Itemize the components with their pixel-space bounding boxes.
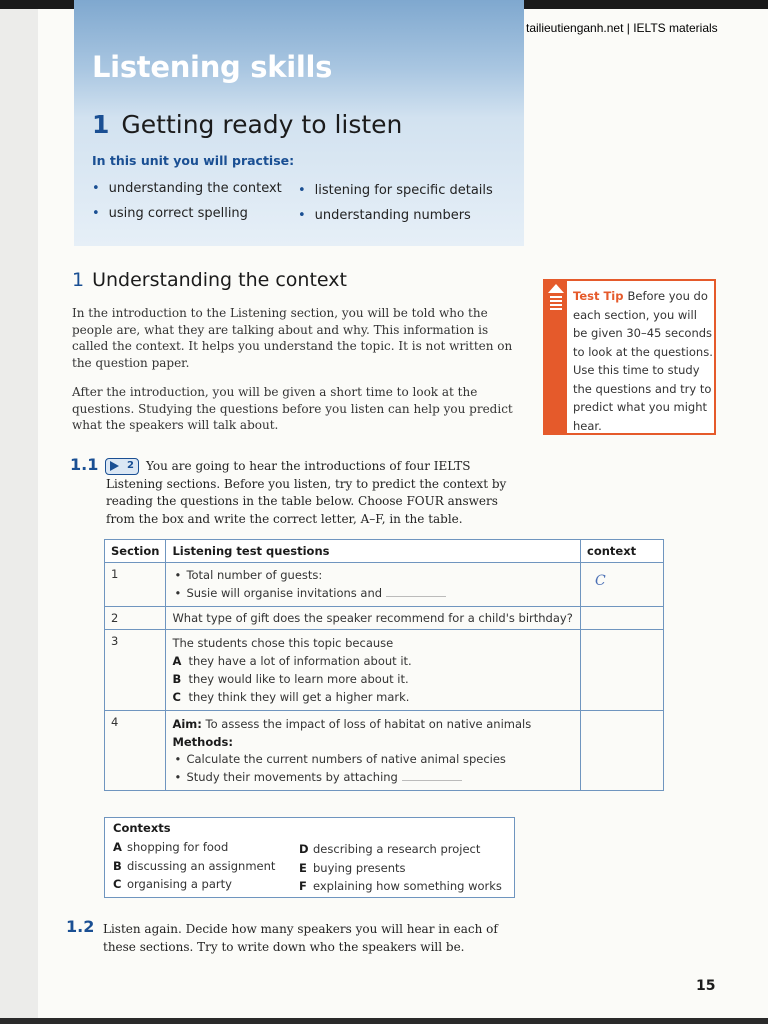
tip-text	[573, 287, 713, 435]
tip-label: Test Tip	[573, 289, 624, 303]
contexts-title: Contexts	[113, 821, 171, 835]
practise-heading: In this unit you will practise:	[92, 153, 295, 168]
section-cell: 3	[105, 630, 166, 711]
play-icon	[110, 461, 119, 471]
unit-title-text: Getting ready to listen	[121, 110, 403, 139]
answer-blank	[386, 595, 446, 597]
practise-list-left	[92, 176, 282, 226]
aim-label: Aim:	[172, 717, 202, 731]
context-answer-cell[interactable]	[581, 607, 664, 630]
audio-track-number: 2	[127, 460, 134, 471]
table-row	[105, 630, 664, 711]
intro-paragraph-2: After the introduction, you will be given a short time to look at the questions. Studying the questions before you listen can help you predict what the speakers will talk about.	[72, 385, 513, 433]
tip-body: Before you do each section, you will be given 30–45 seconds to look at the questions. Use this time to study the questions and try to predict what you might hear.	[573, 289, 713, 433]
practise-item: • using correct spelling	[92, 201, 282, 226]
unit-title	[92, 110, 402, 139]
questions-cell: What type of gift does the speaker recommend for a child's birthday?	[166, 607, 581, 630]
exercise-instruction: Listen again. Decide how many speakers you will hear in each of these sections. Try to write down who the speakers will be.	[103, 922, 498, 954]
practise-list-right	[298, 178, 493, 228]
audio-track-icon[interactable]	[105, 458, 139, 475]
question-option: B they would like to learn more about it.	[172, 672, 409, 686]
questions-cell	[166, 711, 581, 791]
context-option: C organising a party	[113, 877, 232, 891]
question-option: C they think they will get a higher mark.	[172, 690, 410, 704]
questions-table	[104, 539, 664, 791]
section-cell: 4	[105, 711, 166, 791]
answer-blank	[402, 779, 462, 781]
context-answer-cell[interactable]	[581, 711, 664, 791]
section-number: 1	[72, 269, 85, 291]
page-number: 15	[696, 978, 716, 994]
question-option: A they have a lot of information about it.	[172, 654, 412, 668]
practise-item: • listening for specific details	[298, 178, 493, 203]
aim-text: To assess the impact of loss of habitat on native animals	[205, 717, 532, 731]
questions-cell	[166, 563, 581, 607]
question-bullet: • Total number of guests:	[172, 567, 574, 585]
context-option: A shopping for food	[113, 840, 229, 854]
context-option: E buying presents	[299, 860, 406, 875]
table-row	[105, 711, 664, 791]
col-header-section: Section	[105, 540, 166, 563]
practise-item: • understanding the context	[92, 176, 282, 201]
question-intro: The students chose this topic because	[172, 636, 394, 650]
unit-number: 1	[92, 110, 110, 139]
question-bullet: • Study their movements by attaching	[172, 769, 574, 787]
exercise-number: 1.1	[70, 455, 99, 474]
practise-item: • understanding numbers	[298, 203, 493, 228]
intro-paragraph-1: In the introduction to the Listening section, you will be told who the people are, what they are talking about and why. This information is called the context. It helps you understand the topic. It is not written on the question paper.	[72, 306, 513, 371]
table-row	[105, 563, 664, 607]
table-header-row	[105, 540, 664, 563]
left-page-margin	[0, 9, 38, 1024]
exercise-number: 1.2	[66, 917, 95, 936]
tip-sidebar	[545, 281, 567, 433]
col-header-questions: Listening test questions	[166, 540, 581, 563]
question-bullet: • Calculate the current numbers of native animal species	[172, 751, 574, 769]
aim-line	[172, 715, 574, 733]
table-row	[105, 607, 664, 630]
section-title: Understanding the context	[92, 269, 347, 291]
section-heading	[72, 269, 347, 291]
exercise-instruction: You are going to hear the introductions of four IELTS Listening sections. Before you listen, try to predict the context by reading the questions in the table below. Choose FOUR answers from the box and write the correct letter, A–F, in the table.	[106, 459, 507, 526]
test-tip-box	[543, 279, 716, 435]
context-option: B discussing an assignment	[113, 858, 276, 873]
context-answer-cell[interactable]	[581, 630, 664, 711]
contexts-col-left	[113, 838, 275, 894]
contexts-box	[104, 817, 515, 898]
unit-label: Listening skills	[92, 50, 333, 84]
up-arrow-icon	[548, 284, 564, 293]
methods-label: Methods:	[172, 735, 233, 749]
context-answer: C	[595, 573, 606, 589]
section-cell: 1	[105, 563, 166, 607]
context-option: F explaining how something works	[299, 879, 502, 893]
col-header-context: context	[581, 540, 664, 563]
context-answer-cell[interactable]	[581, 563, 664, 607]
context-option: D describing a research project	[299, 842, 481, 856]
section-cell: 2	[105, 607, 166, 630]
watermark: tailieutienganh.net | IELTS materials	[526, 21, 718, 35]
questions-cell	[166, 630, 581, 711]
bottom-scan-edge	[0, 1018, 768, 1024]
tip-lines-icon	[550, 296, 562, 310]
question-bullet: • Susie will organise invitations and	[172, 585, 574, 603]
contexts-col-right	[299, 840, 502, 896]
